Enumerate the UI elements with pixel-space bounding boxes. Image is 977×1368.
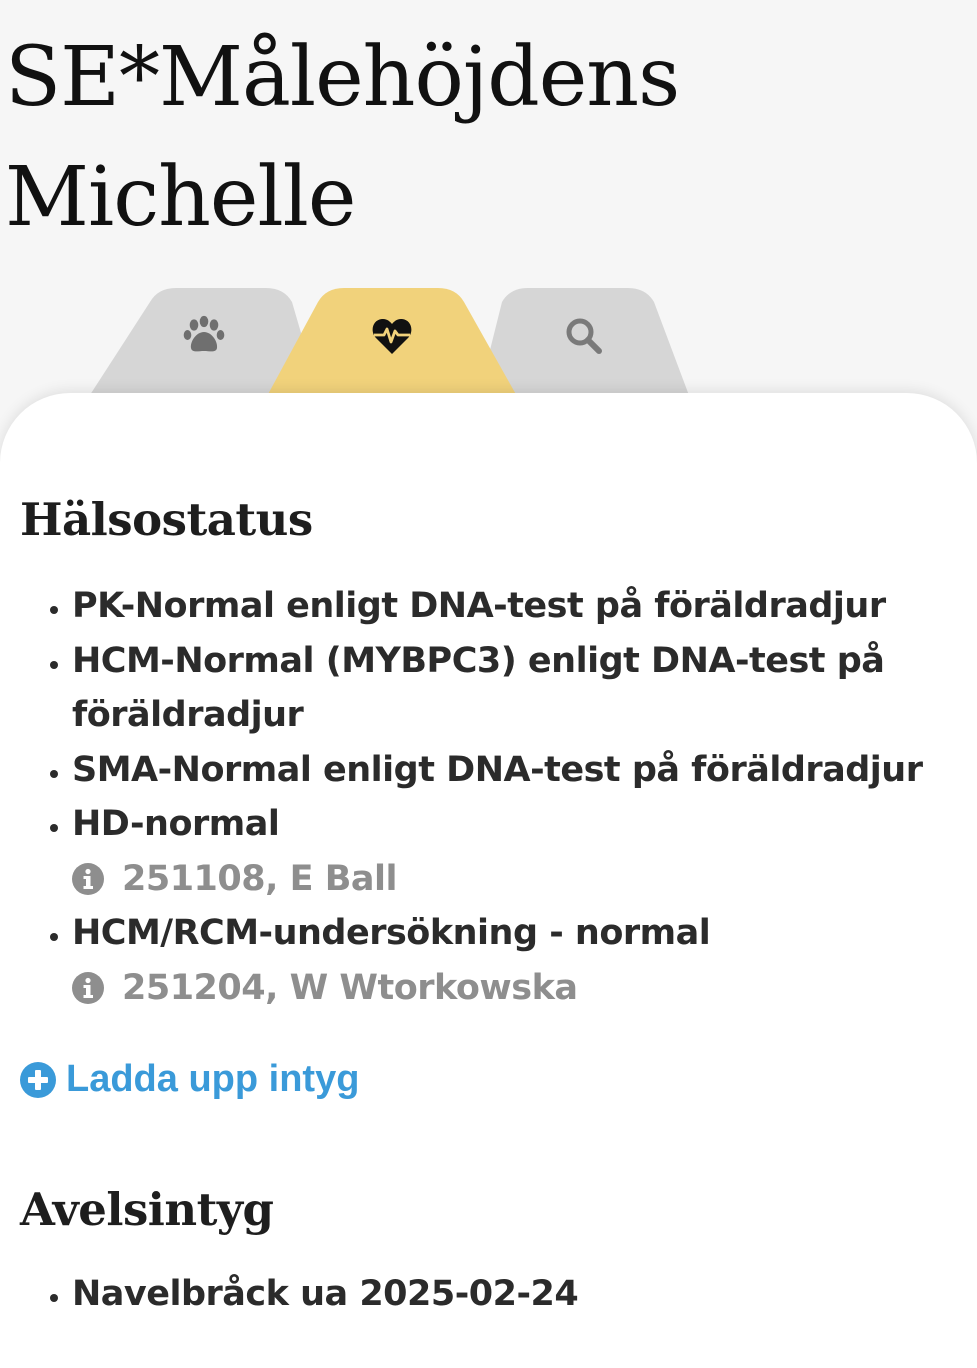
breeding-list xyxy=(40,1267,972,1322)
breeding-heading: Avelsintyg xyxy=(20,1183,274,1236)
list-item xyxy=(72,906,972,1015)
list-item-text: SMA-Normal enligt DNA-test på föräldradjur xyxy=(72,749,923,790)
list-item-note xyxy=(72,852,972,907)
info-icon[interactable] xyxy=(72,863,104,895)
list-item-text: HCM/RCM-undersökning - normal xyxy=(72,913,711,953)
plus-circle-icon xyxy=(20,1062,56,1098)
health-heading: Hälsostatus xyxy=(20,493,313,546)
upload-certificate-link[interactable] xyxy=(20,1058,359,1101)
info-icon[interactable] xyxy=(72,972,104,1004)
upload-label: Ladda upp intyg xyxy=(66,1058,360,1100)
list-item xyxy=(72,579,972,634)
health-list xyxy=(40,579,972,1015)
search-icon xyxy=(562,314,606,358)
list-item-note xyxy=(72,961,972,1016)
list-item xyxy=(72,634,972,743)
note-text: 251204, W Wtorkowska xyxy=(122,967,578,1008)
list-item-text: HCM-Normal (MYBPC3) enligt DNA-test på föräldradjur xyxy=(72,640,885,735)
list-item-text: PK-Normal enligt DNA-test på föräldradjur xyxy=(72,586,886,626)
tab-health[interactable] xyxy=(266,288,518,398)
page-title-line2: Michelle xyxy=(5,150,356,245)
tab-bar xyxy=(88,288,698,398)
page-title xyxy=(5,18,679,258)
list-item-text: HD-normal xyxy=(72,804,280,844)
heart-pulse-icon xyxy=(370,314,414,358)
page-title-line1: SE*Målehöjdens xyxy=(5,30,680,125)
list-item xyxy=(72,1267,972,1322)
list-item xyxy=(72,743,972,798)
paw-icon xyxy=(182,314,226,358)
list-item-text: Navelbråck ua 2025-02-24 xyxy=(72,1274,579,1314)
list-item xyxy=(72,797,972,906)
note-text: 251108, E Ball xyxy=(122,858,397,899)
content-panel xyxy=(0,393,977,1368)
